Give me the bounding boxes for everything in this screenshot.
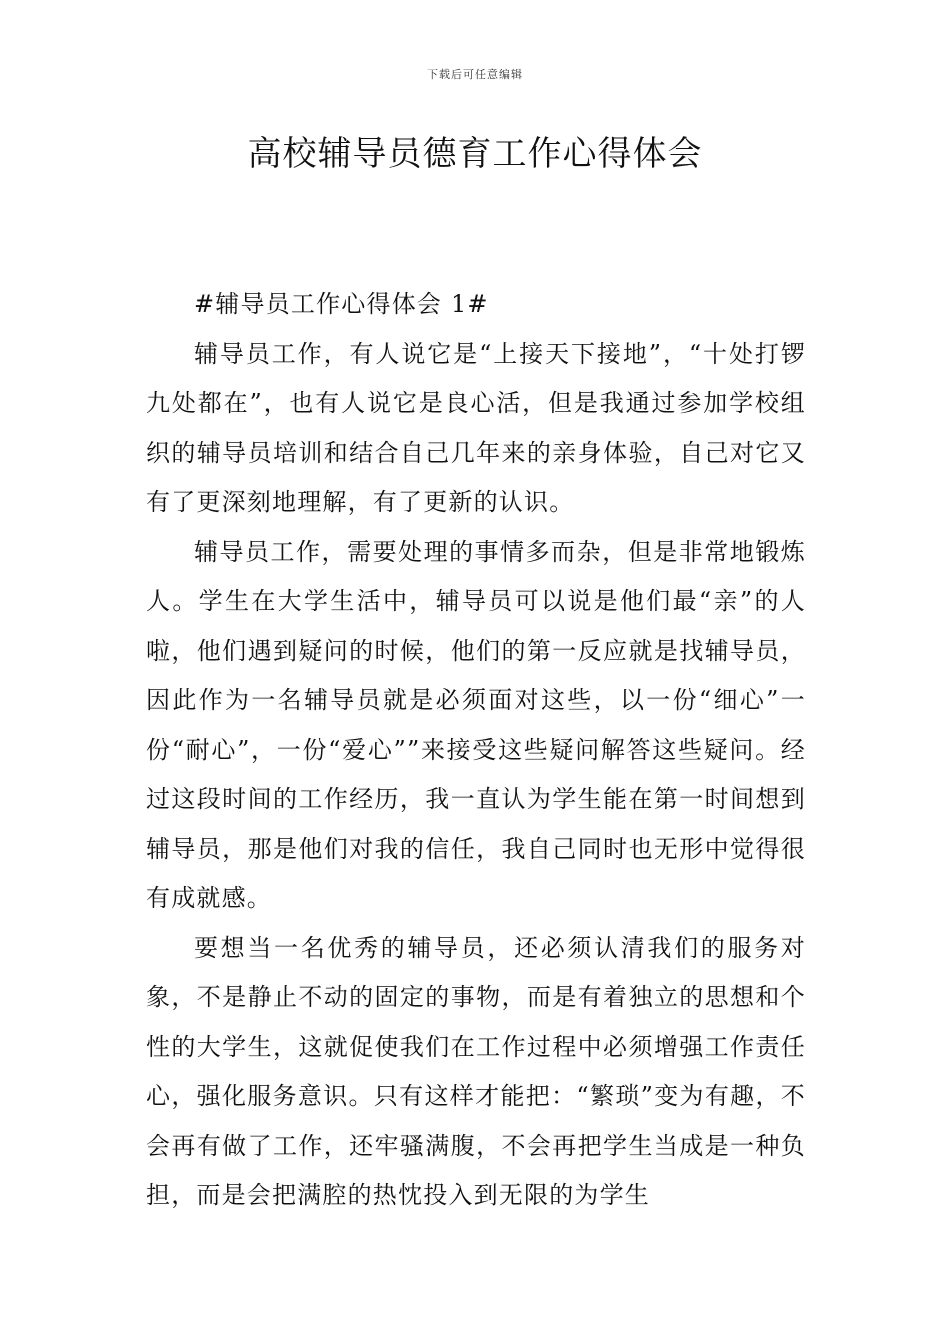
paragraph-2: 辅导员工作，需要处理的事情多而杂，但是非常地锻炼人。学生在大学生活中，辅导员可以说是他们最“亲”的人啦，他们遇到疑问的时候，他们的第一反应就是找辅导员，因此作为一名辅导员就是必须面对这些，以一份“细心”一份“耐心”，一份“爱心””来接受这些疑问解答这些疑问。经过这段时间的工作经历，我一直认为学生能在第一时间想到辅导员，那是他们对我的信任，我自己同时也无形中觉得很有成就感。: [146, 537, 806, 912]
document-body: [146, 280, 806, 1221]
header-note: 下载后可任意编辑: [427, 68, 523, 81]
paragraph-3: 要想当一名优秀的辅导员，还必须认清我们的服务对象，不是静止不动的固定的事物，而是有着独立的思想和个性的大学生，这就促使我们在工作过程中必须增强工作责任心，强化服务意识。只有这样才能把：“繁琐”变为有趣，不会再有做了工作，还牢骚满腹，不会再把学生当成是一种负担，而是会把满腔的热忱投入到无限的为学生: [146, 933, 806, 1209]
document-title: 高校辅导员德育工作心得体会: [247, 134, 703, 174]
section-heading: #辅导员工作心得体会 1#: [194, 290, 489, 318]
paragraph-1: 辅导员工作，有人说它是“上接天下接地”，“十处打锣九处都在”，也有人说它是良心活，但是我通过参加学校组织的辅导员培训和结合自己几年来的亲身体验，自己对它又有了更深刻地理解，有了更新的认识。: [146, 339, 806, 516]
